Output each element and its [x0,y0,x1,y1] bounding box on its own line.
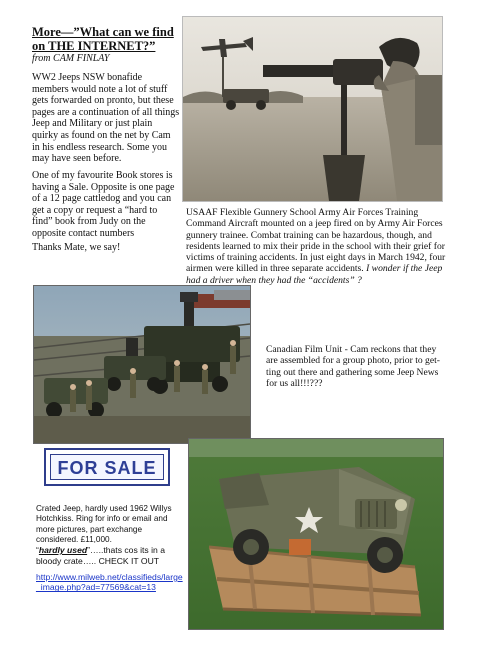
film-unit-caption: Canadian Film Unit - Cam reckons that they are assembled for a group photo, prior to get-ting out there and gathering some Jeep News for us all!!!??? [266,344,440,389]
gunnery-comment: I wonder if the Jeep had a driver when they had the “accidents” ? [186,263,443,286]
gunnery-photo-illustration [183,17,442,201]
classified-ad-link[interactable]: http://www.milweb.net/classifieds/large_image.php?ad=77569&cat=13 [36,572,183,593]
thanks-paragraph: Thanks Mate, we say! [32,242,121,253]
hardly-used-emphasis: hardly used [38,545,88,555]
crated-jeep-description: Crated Jeep, hardly used 1962 Willys Hotchkiss. Ring for info or email and more pictures, part exchange considered. £11,000. [36,504,172,545]
for-sale-sign [44,448,170,486]
for-sale-sign-text: FOR SALE [50,454,164,480]
gunnery-caption-text: USAAF Flexible Gunnery School Army Air Forces Training Command Aircraft mounted on a jeep fired on by Army Air Forces gunnery trainee. Combat training can be hazardous, though, and residents learned to mix their pride in the school with their grief for victims of training accidents. In just eight days in March 1942, four airmen were killed in three separate accidents. [186,207,446,275]
gunnery-photo [182,16,443,202]
book-sale-paragraph: One of my favourite Book stores is having a Sale. Opposite is one page of a 12 page cattledog and you can get a copy or request a “hard to find” book from Judy on the opposite contact numbers [32,170,175,239]
crated-jeep-quote [36,545,186,566]
intro-paragraph: WW2 Jeeps NSW bonafide members would note a lot of stuff gets forwarded on pronto, but these pages are a continuation of all things Jeep and Military or just plain quirky as found on the net by Cam in his endless research. Some you may have seen before. [32,72,180,165]
article-title: More—”What can we find on THE INTERNET?” [32,25,174,53]
film-unit-photo [33,285,251,444]
gunnery-caption [186,207,448,286]
crated-jeep-photo [188,438,444,630]
film-unit-photo-illustration [34,286,250,443]
quote-open-mark: “ [36,545,39,555]
quote-rest: ”…..thats cos its in a bloody crate….. CHECK IT OUT [36,545,165,566]
article-byline: from CAM FINLAY [32,53,110,64]
crated-jeep-photo-illustration [189,439,443,629]
